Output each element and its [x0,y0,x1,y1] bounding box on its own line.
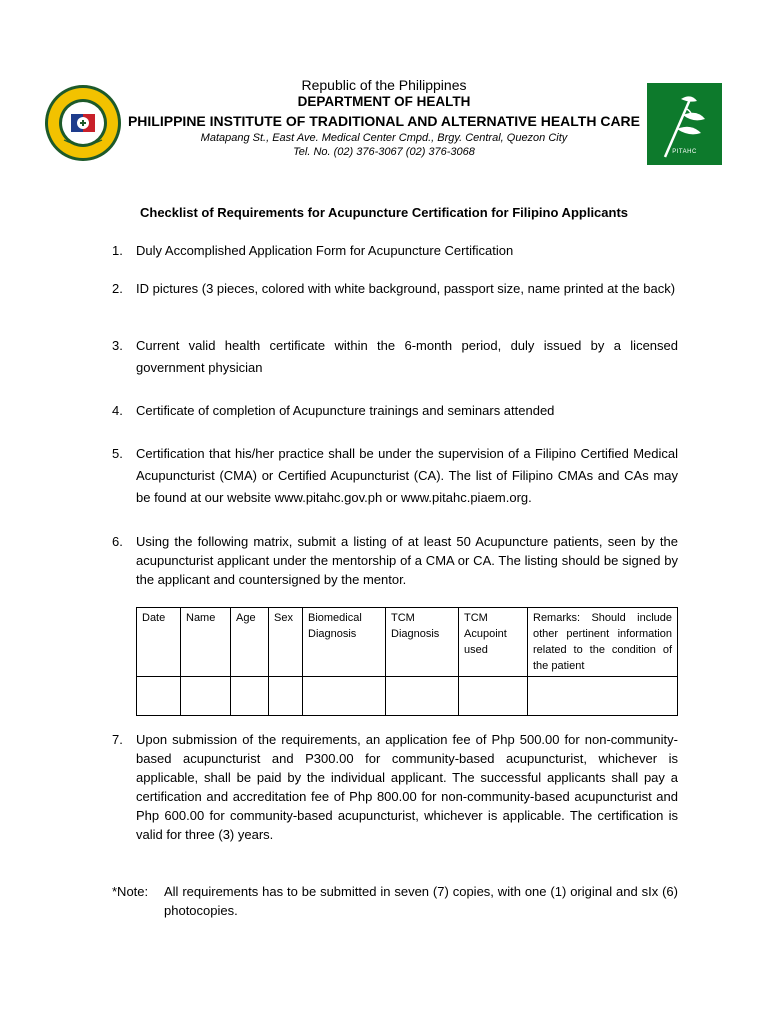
item-number: 2. [112,281,123,296]
item-text: Upon submission of the requirements, an application fee of Php 500.00 for non-community-based acupuncturist and P300.00 for community-based acupuncturist, whichever is applicable, shall be paid by the individual applicant. The successful applicants shall pay a certification and accreditation fee of Php 800.00 for non-community-based acupuncturist and Php 600.00 for community-based acupuncturist, whichever is applicable. The certification is valid for three (3) years. [136,732,678,842]
list-item [112,279,678,298]
column-header: TCM Diagnosis [386,608,459,677]
table-cell [459,677,528,716]
table-cell [269,677,303,716]
item-text: Certification that his/her practice shall be under the supervision of a Filipino Certified Medical Acupuncturist (CMA) or Certified Acupuncturist (CA). The list of Filipino CMAs and CAs may be found at our website www.pitahc.gov.ph or www.pitahc.piaem.org. [136,446,678,505]
list-item [112,532,678,589]
note [112,882,678,920]
header-institute: PHILIPPINE INSTITUTE OF TRADITIONAL AND ALTERNATIVE HEALTH CARE [127,113,641,129]
table-cell [303,677,386,716]
note-label: *Note: [112,884,149,899]
item-number: 5. [112,446,123,461]
header-telephone: Tel. No. (02) 376-3067 (02) 376-3068 [293,146,475,158]
column-header: Sex [269,608,303,677]
table-header-row [137,608,678,677]
patient-matrix-table [136,607,678,716]
list-item [112,443,678,509]
table-cell [528,677,678,716]
table-cell [181,677,231,716]
table-row [137,677,678,716]
item-text: Duly Accomplished Application Form for Acupuncture Certification [136,243,514,258]
header-address: Matapang St., East Ave. Medical Center Cmpd., Brgy. Central, Quezon City [200,132,568,144]
list-item [112,335,678,379]
list-item [112,241,678,260]
header-republic: Republic of the Philippines [301,77,467,93]
column-header: Age [231,608,269,677]
column-header: Remarks: Should include other pertinent information related to the condition of the patient [528,608,678,677]
note-text: All requirements has to be submitted in seven (7) copies, with one (1) original and sIx (6) photocopies. [164,884,678,918]
item-number: 4. [112,403,123,418]
page-title: Checklist of Requirements for Acupuncture Certification for Filipino Applicants [139,205,629,220]
column-header: TCM Acupoint used [459,608,528,677]
column-header: Date [137,608,181,677]
item-number: 6. [112,534,123,549]
table-cell [231,677,269,716]
item-number: 1. [112,243,123,258]
item-text: Certificate of completion of Acupuncture trainings and seminars attended [136,403,555,418]
table-cell [386,677,459,716]
item-text: Current valid health certificate within the 6-month period, duly issued by a licensed government physician [136,338,678,375]
item-number: 7. [112,732,123,747]
header-department: DEPARTMENT OF HEALTH [297,94,471,109]
item-text: ID pictures (3 pieces, colored with white background, passport size, name printed at the back) [136,281,676,296]
table-cell [137,677,181,716]
item-text: Using the following matrix, submit a listing of at least 50 Acupuncture patients, seen by the acupuncturist applicant under the mentorship of a CMA or CA. The listing should be signed by the applicant and countersigned by the mentor. [136,534,678,587]
column-header: Name [181,608,231,677]
pitahc-logo-label: PITAHC [672,149,697,155]
column-header: Biomedical Diagnosis [303,608,386,677]
list-item [112,730,678,844]
item-number: 3. [112,338,123,353]
list-item [112,401,678,420]
pitahc-logo [647,83,722,165]
